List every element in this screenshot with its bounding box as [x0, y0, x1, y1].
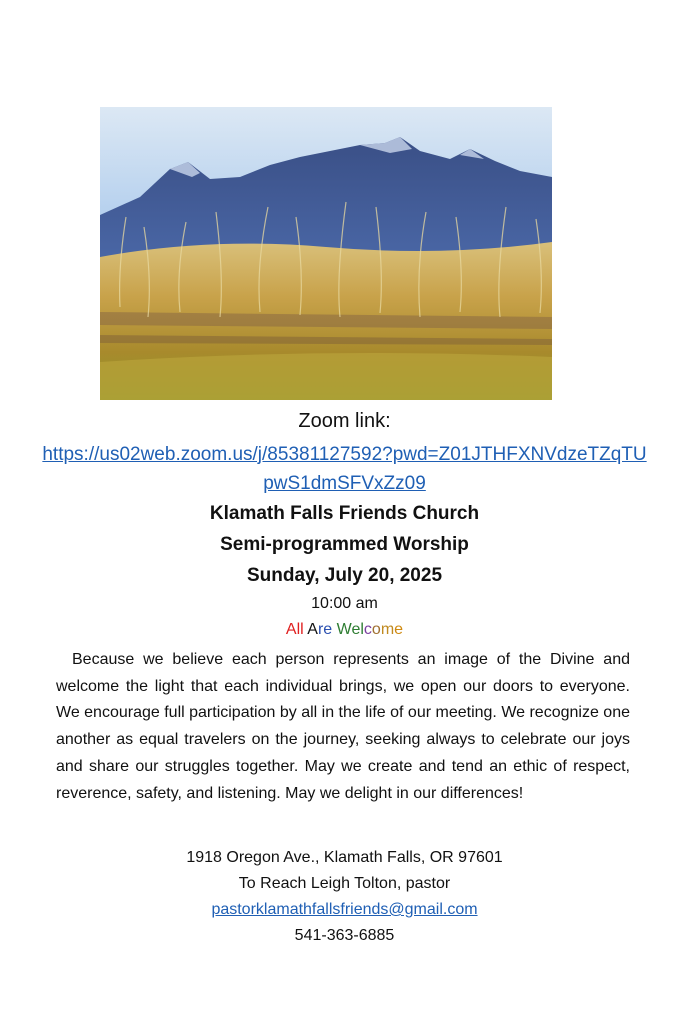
all-are-welcome [0, 619, 689, 641]
pastor-email-link[interactable]: pastorklamathfallsfriends@gmail.com [211, 901, 478, 918]
welcome-statement: Because we believe each person represents an image of the Divine and welcome the light that each individual brings, we open our doors to everyone. We encourage full participation by all in the life of our meeting. We recognize one another as equal travelers on the journey, seeking always to celebrate our joys and share our struggles together. May we create and tend an ethic of respect, reverence, safety, and listening. May we delight in our differences! [56, 651, 630, 802]
welcome-letter: e [323, 621, 333, 638]
pastor-contact-line: To Reach Leigh Tolton, pastor [238, 875, 451, 892]
welcome-letter: e [351, 621, 361, 638]
welcome-letter: r [317, 621, 324, 638]
church-address: 1918 Oregon Ave., Klamath Falls, OR 97601 [186, 849, 503, 866]
phone-number: 541-363-6885 [294, 927, 395, 944]
welcome-letter: l [300, 621, 304, 638]
service-time: 10:00 am [311, 595, 378, 612]
welcome-letter: A [307, 621, 318, 638]
service-date: Sunday, July 20, 2025 [246, 565, 443, 586]
service-type: Semi-programmed Worship [220, 534, 469, 555]
zoom-link[interactable]: https://us02web.zoom.us/j/85381127592?pwd=Z01JTHFXNVdzeTZqTUpwS1dmSFVxZz09 [42, 444, 647, 494]
welcome-letter: c [363, 621, 372, 638]
welcome-letter: o [371, 621, 381, 638]
welcome-letter: l [296, 621, 301, 638]
welcome-letter: l [360, 621, 364, 638]
welcome-letter: W [336, 621, 352, 638]
zoom-label: Zoom link: [298, 410, 391, 432]
mountain-meadow-photo [100, 107, 552, 400]
welcome-letter: A [285, 621, 297, 638]
welcome-letter: e [394, 621, 404, 638]
welcome-letter: m [380, 621, 395, 638]
church-name: Klamath Falls Friends Church [209, 503, 480, 524]
